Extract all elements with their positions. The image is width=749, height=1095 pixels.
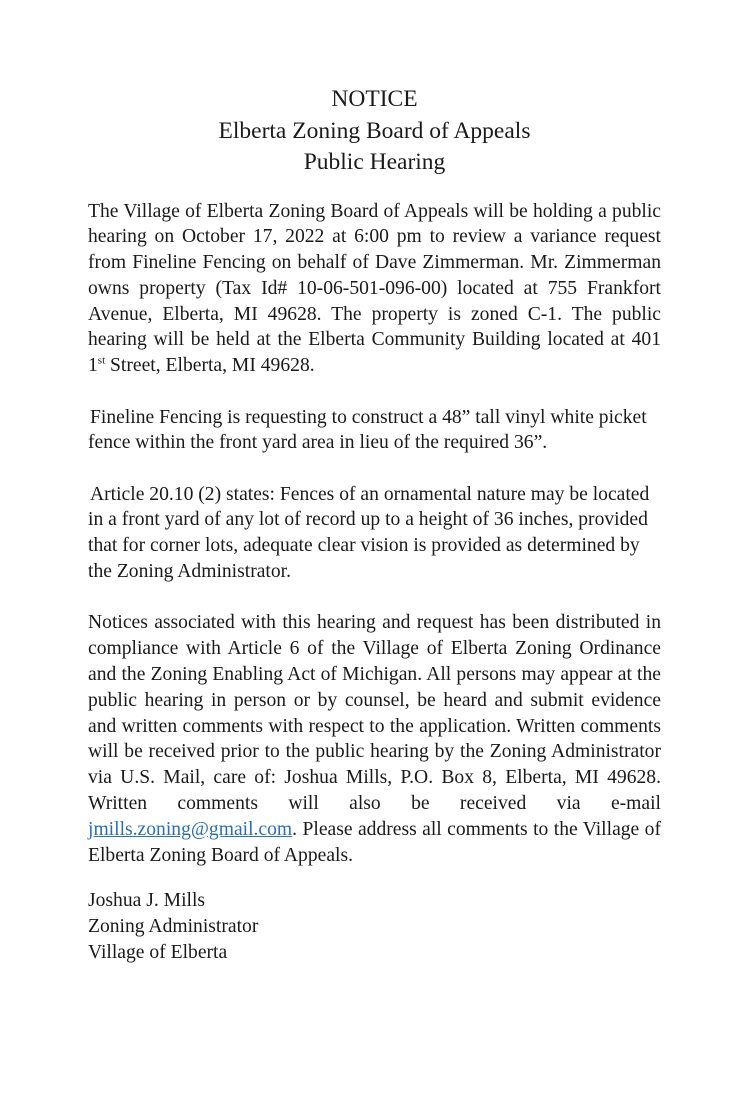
signature-organization: Village of Elberta <box>88 941 228 963</box>
signature-name: Joshua J. Mills <box>88 890 206 912</box>
notice-document <box>88 84 661 966</box>
notice-heading <box>88 84 661 179</box>
ordinal-suffix: st <box>97 354 106 367</box>
paragraph-notices <box>88 610 661 868</box>
heading-board-name: Elberta Zoning Board of Appeals <box>218 117 531 144</box>
paragraph-article: Article 20.10 (2) states: Fences of an ornamental nature may be located in a front yard of any lot of record up to a height of 36 inches, provided that for corner lots, adequate clear vision is provided as determined by the Zoning Administrator. <box>88 483 650 583</box>
paragraph-request: Fineline Fencing is requesting to construct a 48” tall vinyl white picket fence within the front yard area in lieu of the required 36”. <box>88 406 647 454</box>
email-link[interactable]: jmills.zoning@gmail.com <box>88 818 293 840</box>
notices-text: Notices associated with this hearing and request has been distributed in compliance with Article 6 of the Village of Elberta Zoning Ordinance and the Zoning Enabling Act of Michigan. All persons may appear at the public hearing in person or by counsel, be heard and submit evidence and written comments with respect to the application. Written comments will be received prior to the public hearing by the Zoning Administrator via U.S. Mail, care of: Joshua Mills, P.O. Box 8, Elberta, MI 49628. Written comments will also be received via e-mail <box>88 612 661 814</box>
hearing-details-text: The Village of Elberta Zoning Board of Appeals will be holding a public hearing on October 17, 2022 at 6:00 pm to review a variance request from Fineline Fencing on behalf of Dave Zimmerman. Mr. Zimmerman owns property (Tax Id# 10-06-501-096-00) located at 755 Frankfort Avenue, Elberta, MI 49628. The property is zoned C-1. The public hearing will be held at the Elberta Community Building located at 401 1 <box>88 200 661 377</box>
heading-public-hearing: Public Hearing <box>303 149 446 175</box>
heading-notice: NOTICE <box>331 86 418 112</box>
hearing-details-address: Street, Elberta, MI 49628. <box>105 355 315 377</box>
signature-block <box>88 888 661 965</box>
signature-title: Zoning Administrator <box>88 916 259 938</box>
paragraph-hearing-details <box>88 199 661 380</box>
notices-closing-text: . Please address all comments to the Village of Elberta Zoning Board of Appeals. <box>88 818 661 866</box>
